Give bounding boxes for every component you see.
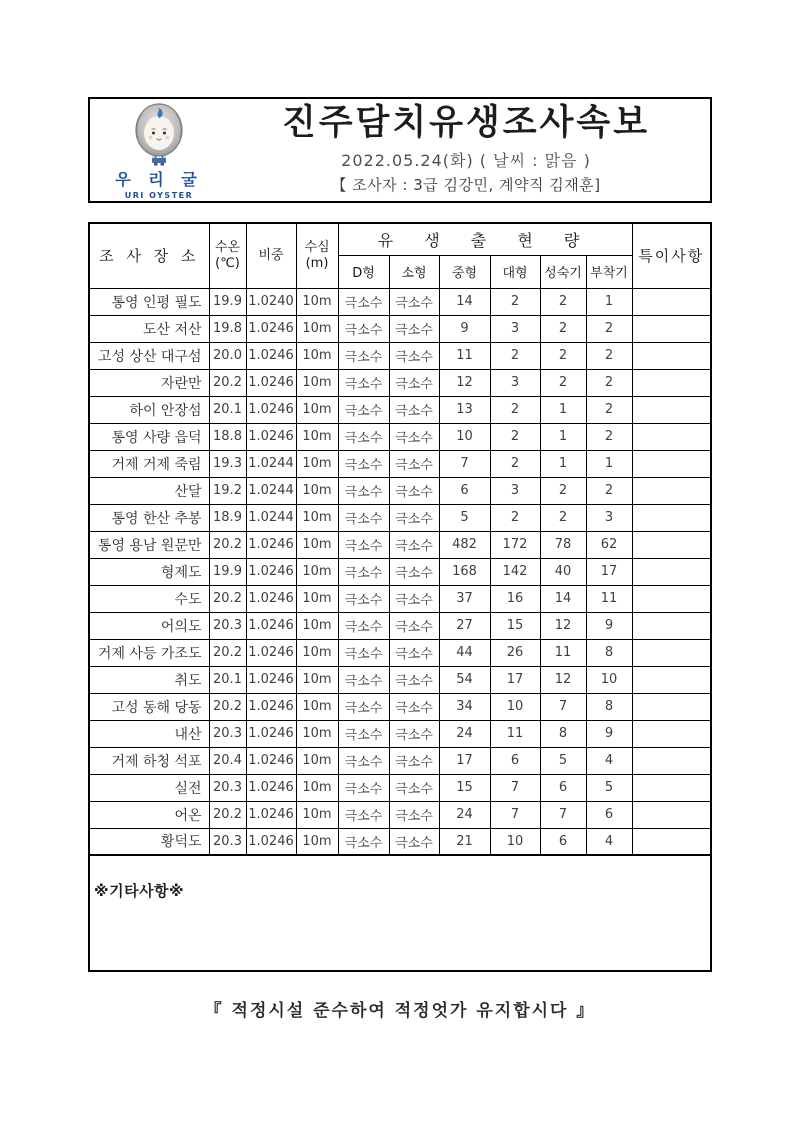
depth-cell: 10m: [296, 315, 338, 342]
misc-notes-box: [88, 854, 712, 972]
medium-cell: 6: [439, 477, 490, 504]
small-cell: 극소수: [389, 477, 439, 504]
logo-korean-name: 우 리 굴: [115, 170, 203, 189]
table-row: [89, 288, 711, 315]
col-header-medium: 중형: [439, 255, 490, 288]
attach-cell: 8: [586, 693, 632, 720]
attach-cell: 4: [586, 828, 632, 855]
notes-cell: [632, 504, 711, 531]
temp-cell: 20.2: [209, 585, 246, 612]
d-type-cell: 극소수: [338, 450, 389, 477]
gravity-cell: 1.0246: [246, 720, 296, 747]
logo-english-name: URI OYSTER: [124, 191, 194, 200]
small-cell: 극소수: [389, 585, 439, 612]
attach-cell: 1: [586, 288, 632, 315]
temp-cell: 19.2: [209, 477, 246, 504]
mature-cell: 1: [540, 396, 586, 423]
notes-cell: [632, 288, 711, 315]
depth-cell: 10m: [296, 747, 338, 774]
attach-cell: 9: [586, 612, 632, 639]
notes-cell: [632, 342, 711, 369]
location-cell: 고성 동해 당동: [89, 693, 209, 720]
table-row: [89, 585, 711, 612]
d-type-cell: 극소수: [338, 639, 389, 666]
attach-cell: 62: [586, 531, 632, 558]
table-row: [89, 639, 711, 666]
depth-cell: 10m: [296, 720, 338, 747]
d-type-cell: 극소수: [338, 828, 389, 855]
notes-cell: [632, 531, 711, 558]
small-cell: 극소수: [389, 828, 439, 855]
small-cell: 극소수: [389, 396, 439, 423]
mature-cell: 14: [540, 585, 586, 612]
depth-cell: 10m: [296, 369, 338, 396]
notes-cell: [632, 423, 711, 450]
small-cell: 극소수: [389, 558, 439, 585]
mature-cell: 78: [540, 531, 586, 558]
medium-cell: 9: [439, 315, 490, 342]
attach-cell: 1: [586, 450, 632, 477]
col-header-location: 조 사 장 소: [89, 223, 209, 288]
medium-cell: 24: [439, 720, 490, 747]
attach-cell: 3: [586, 504, 632, 531]
d-type-cell: 극소수: [338, 477, 389, 504]
col-header-d-type: D형: [338, 255, 389, 288]
notes-cell: [632, 369, 711, 396]
small-cell: 극소수: [389, 288, 439, 315]
gravity-cell: 1.0246: [246, 369, 296, 396]
surveyor-line: 【 조사자 : 3급 김강민, 계약직 김재훈]: [331, 176, 601, 195]
gravity-cell: 1.0246: [246, 558, 296, 585]
d-type-cell: 극소수: [338, 369, 389, 396]
medium-cell: 37: [439, 585, 490, 612]
survey-table: [88, 222, 712, 856]
notes-cell: [632, 693, 711, 720]
col-header-temp-line2: (℃): [215, 255, 240, 271]
col-header-temp-line1: 수온: [214, 239, 241, 255]
table-row: [89, 801, 711, 828]
table-row: [89, 369, 711, 396]
depth-cell: 10m: [296, 612, 338, 639]
location-cell: 통영 한산 추봉: [89, 504, 209, 531]
col-header-notes: 특이사항: [632, 223, 711, 288]
logo-block: [90, 99, 228, 201]
table-header: [89, 223, 711, 288]
small-cell: 극소수: [389, 666, 439, 693]
attach-cell: 5: [586, 774, 632, 801]
attach-cell: 2: [586, 423, 632, 450]
large-cell: 16: [490, 585, 540, 612]
table-row: [89, 396, 711, 423]
large-cell: 3: [490, 477, 540, 504]
medium-cell: 13: [439, 396, 490, 423]
mature-cell: 2: [540, 315, 586, 342]
medium-cell: 27: [439, 612, 490, 639]
col-header-depth-line1: 수심: [304, 239, 330, 255]
notes-cell: [632, 396, 711, 423]
d-type-cell: 극소수: [338, 504, 389, 531]
misc-notes-label: ※기타사항※: [94, 882, 185, 900]
medium-cell: 482: [439, 531, 490, 558]
gravity-cell: 1.0244: [246, 450, 296, 477]
notes-cell: [632, 747, 711, 774]
gravity-cell: 1.0246: [246, 747, 296, 774]
table-row: [89, 450, 711, 477]
table-row: [89, 342, 711, 369]
temp-cell: 20.2: [209, 369, 246, 396]
large-cell: 7: [490, 774, 540, 801]
notes-cell: [632, 666, 711, 693]
attach-cell: 8: [586, 639, 632, 666]
temp-cell: 20.3: [209, 612, 246, 639]
col-header-gravity: 비중: [246, 223, 296, 288]
date-weather-line: 2022.05.24(화) ( 날씨 : 맑음 ): [341, 151, 591, 171]
medium-cell: 34: [439, 693, 490, 720]
gravity-cell: 1.0246: [246, 531, 296, 558]
oyster-mascot-icon: [126, 102, 192, 166]
temp-cell: 20.2: [209, 639, 246, 666]
footer-slogan: 『 적정시설 준수하여 적정엇가 유지합시다 』: [204, 1001, 596, 1021]
large-cell: 2: [490, 288, 540, 315]
notes-cell: [632, 477, 711, 504]
d-type-cell: 극소수: [338, 288, 389, 315]
location-cell: 통영 인평 필도: [89, 288, 209, 315]
table-row: [89, 477, 711, 504]
table-row: [89, 423, 711, 450]
attach-cell: 2: [586, 342, 632, 369]
temp-cell: 20.2: [209, 531, 246, 558]
notes-cell: [632, 558, 711, 585]
small-cell: 극소수: [389, 450, 439, 477]
gravity-cell: 1.0244: [246, 504, 296, 531]
large-cell: 17: [490, 666, 540, 693]
medium-cell: 44: [439, 639, 490, 666]
notes-cell: [632, 585, 711, 612]
d-type-cell: 극소수: [338, 423, 389, 450]
medium-cell: 11: [439, 342, 490, 369]
location-cell: 산달: [89, 477, 209, 504]
attach-cell: 2: [586, 369, 632, 396]
table-body: [89, 288, 711, 855]
d-type-cell: 극소수: [338, 720, 389, 747]
gravity-cell: 1.0246: [246, 423, 296, 450]
temp-cell: 18.8: [209, 423, 246, 450]
d-type-cell: 극소수: [338, 531, 389, 558]
attach-cell: 10: [586, 666, 632, 693]
table-row: [89, 315, 711, 342]
col-header-attach: 부착기: [586, 255, 632, 288]
medium-cell: 12: [439, 369, 490, 396]
d-type-cell: 극소수: [338, 774, 389, 801]
temp-cell: 20.0: [209, 342, 246, 369]
table-row: [89, 612, 711, 639]
col-header-temp: [209, 223, 246, 288]
table-row: [89, 531, 711, 558]
mature-cell: 2: [540, 342, 586, 369]
mature-cell: 2: [540, 288, 586, 315]
small-cell: 극소수: [389, 720, 439, 747]
temp-cell: 20.1: [209, 396, 246, 423]
depth-cell: 10m: [296, 693, 338, 720]
location-cell: 도산 저산: [89, 315, 209, 342]
table-row: [89, 558, 711, 585]
gravity-cell: 1.0246: [246, 774, 296, 801]
location-cell: 거제 사등 가조도: [89, 639, 209, 666]
col-header-larvae-group: 유 생 출 현 량: [338, 223, 632, 255]
medium-cell: 54: [439, 666, 490, 693]
small-cell: 극소수: [389, 504, 439, 531]
mature-cell: 5: [540, 747, 586, 774]
location-cell: 하이 안장섬: [89, 396, 209, 423]
large-cell: 172: [490, 531, 540, 558]
large-cell: 15: [490, 612, 540, 639]
depth-cell: 10m: [296, 531, 338, 558]
d-type-cell: 극소수: [338, 612, 389, 639]
small-cell: 극소수: [389, 693, 439, 720]
header-box: [88, 97, 712, 203]
location-cell: 형제도: [89, 558, 209, 585]
location-cell: 수도: [89, 585, 209, 612]
depth-cell: 10m: [296, 288, 338, 315]
large-cell: 7: [490, 801, 540, 828]
location-cell: 거제 거제 죽림: [89, 450, 209, 477]
depth-cell: 10m: [296, 342, 338, 369]
large-cell: 142: [490, 558, 540, 585]
d-type-cell: 극소수: [338, 693, 389, 720]
d-type-cell: 극소수: [338, 801, 389, 828]
notes-cell: [632, 612, 711, 639]
col-header-depth: [296, 223, 338, 288]
attach-cell: 17: [586, 558, 632, 585]
small-cell: 극소수: [389, 531, 439, 558]
small-cell: 극소수: [389, 342, 439, 369]
large-cell: 26: [490, 639, 540, 666]
mature-cell: 1: [540, 423, 586, 450]
large-cell: 11: [490, 720, 540, 747]
notes-cell: [632, 315, 711, 342]
temp-cell: 20.2: [209, 693, 246, 720]
col-header-small: 소형: [389, 255, 439, 288]
location-cell: 내산: [89, 720, 209, 747]
temp-cell: 20.1: [209, 666, 246, 693]
large-cell: 2: [490, 396, 540, 423]
depth-cell: 10m: [296, 450, 338, 477]
attach-cell: 2: [586, 315, 632, 342]
gravity-cell: 1.0246: [246, 666, 296, 693]
temp-cell: 20.4: [209, 747, 246, 774]
temp-cell: 20.3: [209, 720, 246, 747]
small-cell: 극소수: [389, 612, 439, 639]
large-cell: 3: [490, 315, 540, 342]
notes-cell: [632, 774, 711, 801]
table-row: [89, 720, 711, 747]
small-cell: 극소수: [389, 423, 439, 450]
d-type-cell: 극소수: [338, 558, 389, 585]
small-cell: 극소수: [389, 369, 439, 396]
page-title: 진주담치유생조사속보: [281, 102, 651, 143]
col-header-large: 대형: [490, 255, 540, 288]
table-row: [89, 774, 711, 801]
depth-cell: 10m: [296, 639, 338, 666]
depth-cell: 10m: [296, 774, 338, 801]
medium-cell: 5: [439, 504, 490, 531]
gravity-cell: 1.0244: [246, 477, 296, 504]
table-row: [89, 828, 711, 855]
notes-cell: [632, 801, 711, 828]
depth-cell: 10m: [296, 423, 338, 450]
mature-cell: 11: [540, 639, 586, 666]
d-type-cell: 극소수: [338, 396, 389, 423]
small-cell: 극소수: [389, 801, 439, 828]
col-header-depth-line2: (m): [305, 255, 329, 271]
medium-cell: 168: [439, 558, 490, 585]
large-cell: 10: [490, 693, 540, 720]
survey-table-wrap: [88, 222, 712, 972]
table-row: [89, 666, 711, 693]
gravity-cell: 1.0246: [246, 315, 296, 342]
small-cell: 극소수: [389, 747, 439, 774]
depth-cell: 10m: [296, 585, 338, 612]
small-cell: 극소수: [389, 774, 439, 801]
temp-cell: 19.9: [209, 558, 246, 585]
d-type-cell: 극소수: [338, 342, 389, 369]
depth-cell: 10m: [296, 666, 338, 693]
location-cell: 고성 상산 대구섬: [89, 342, 209, 369]
mature-cell: 2: [540, 369, 586, 396]
gravity-cell: 1.0240: [246, 288, 296, 315]
title-block: [228, 99, 710, 201]
small-cell: 극소수: [389, 315, 439, 342]
temp-cell: 19.9: [209, 288, 246, 315]
location-cell: 거제 하청 석포: [89, 747, 209, 774]
temp-cell: 20.3: [209, 828, 246, 855]
gravity-cell: 1.0246: [246, 801, 296, 828]
large-cell: 6: [490, 747, 540, 774]
table-row: [89, 693, 711, 720]
mature-cell: 8: [540, 720, 586, 747]
depth-cell: 10m: [296, 801, 338, 828]
col-header-mature: 성숙기: [540, 255, 586, 288]
attach-cell: 2: [586, 477, 632, 504]
location-cell: 어온: [89, 801, 209, 828]
notes-cell: [632, 639, 711, 666]
notes-cell: [632, 450, 711, 477]
attach-cell: 9: [586, 720, 632, 747]
location-cell: 실전: [89, 774, 209, 801]
gravity-cell: 1.0246: [246, 612, 296, 639]
d-type-cell: 극소수: [338, 315, 389, 342]
temp-cell: 19.3: [209, 450, 246, 477]
medium-cell: 7: [439, 450, 490, 477]
table-row: [89, 747, 711, 774]
attach-cell: 2: [586, 396, 632, 423]
mature-cell: 12: [540, 612, 586, 639]
depth-cell: 10m: [296, 504, 338, 531]
table-row: [89, 504, 711, 531]
mature-cell: 40: [540, 558, 586, 585]
mature-cell: 2: [540, 504, 586, 531]
small-cell: 극소수: [389, 639, 439, 666]
mature-cell: 1: [540, 450, 586, 477]
temp-cell: 18.9: [209, 504, 246, 531]
large-cell: 2: [490, 423, 540, 450]
attach-cell: 4: [586, 747, 632, 774]
attach-cell: 11: [586, 585, 632, 612]
d-type-cell: 극소수: [338, 666, 389, 693]
temp-cell: 20.2: [209, 801, 246, 828]
gravity-cell: 1.0246: [246, 639, 296, 666]
medium-cell: 24: [439, 801, 490, 828]
location-cell: 취도: [89, 666, 209, 693]
location-cell: 황덕도: [89, 828, 209, 855]
mature-cell: 12: [540, 666, 586, 693]
location-cell: 통영 사량 읍덕: [89, 423, 209, 450]
medium-cell: 21: [439, 828, 490, 855]
large-cell: 2: [490, 450, 540, 477]
depth-cell: 10m: [296, 396, 338, 423]
gravity-cell: 1.0246: [246, 693, 296, 720]
medium-cell: 17: [439, 747, 490, 774]
depth-cell: 10m: [296, 828, 338, 855]
gravity-cell: 1.0246: [246, 396, 296, 423]
large-cell: 3: [490, 369, 540, 396]
d-type-cell: 극소수: [338, 747, 389, 774]
large-cell: 2: [490, 342, 540, 369]
medium-cell: 10: [439, 423, 490, 450]
location-cell: 어의도: [89, 612, 209, 639]
depth-cell: 10m: [296, 558, 338, 585]
mature-cell: 2: [540, 477, 586, 504]
temp-cell: 19.8: [209, 315, 246, 342]
gravity-cell: 1.0246: [246, 828, 296, 855]
large-cell: 10: [490, 828, 540, 855]
mature-cell: 6: [540, 828, 586, 855]
medium-cell: 15: [439, 774, 490, 801]
large-cell: 2: [490, 504, 540, 531]
mature-cell: 6: [540, 774, 586, 801]
mature-cell: 7: [540, 693, 586, 720]
gravity-cell: 1.0246: [246, 585, 296, 612]
mature-cell: 7: [540, 801, 586, 828]
temp-cell: 20.3: [209, 774, 246, 801]
location-cell: 통영 용남 원문만: [89, 531, 209, 558]
gravity-cell: 1.0246: [246, 342, 296, 369]
notes-cell: [632, 828, 711, 855]
notes-cell: [632, 720, 711, 747]
location-cell: 자란만: [89, 369, 209, 396]
medium-cell: 14: [439, 288, 490, 315]
attach-cell: 6: [586, 801, 632, 828]
d-type-cell: 극소수: [338, 585, 389, 612]
depth-cell: 10m: [296, 477, 338, 504]
